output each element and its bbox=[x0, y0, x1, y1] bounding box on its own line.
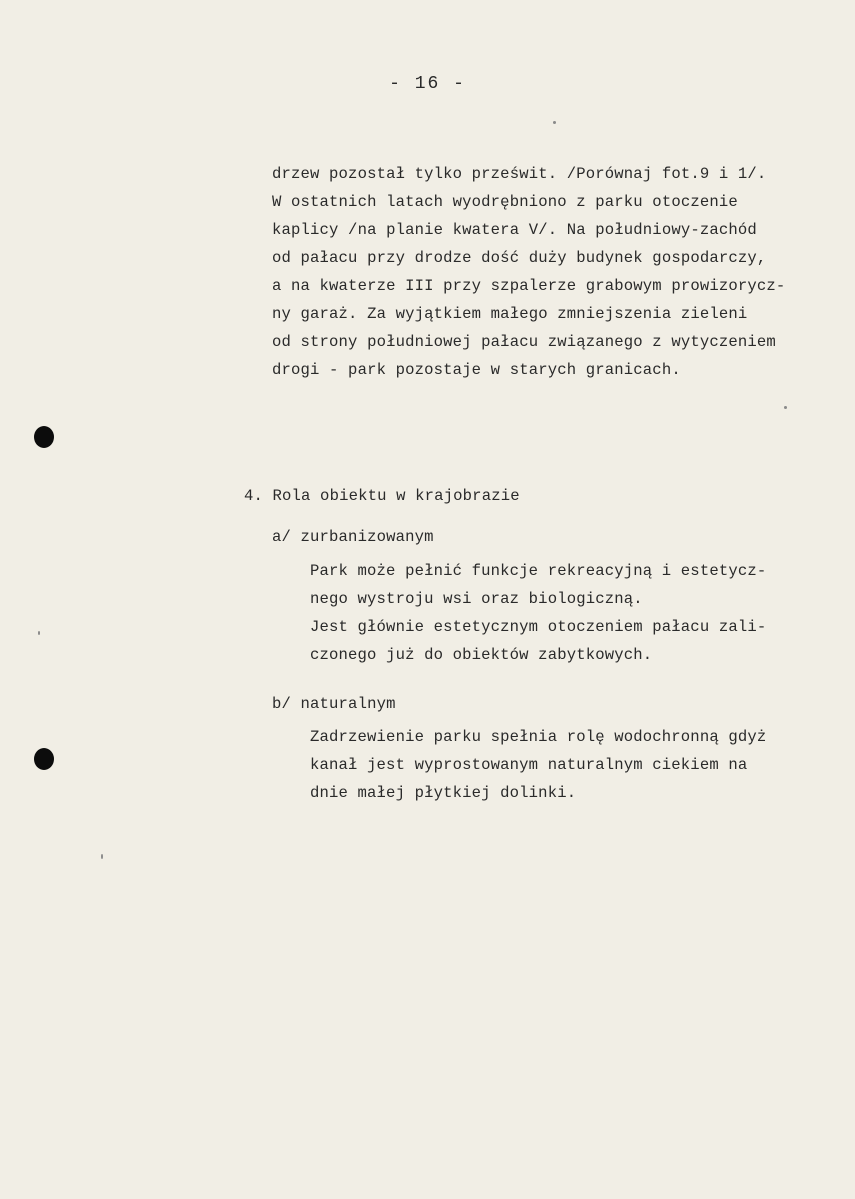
text-line: drzew pozostał tylko prześwit. /Porównaj fot.9 i 1/. bbox=[272, 165, 767, 183]
subsection-label-b: b/ naturalnym bbox=[272, 695, 396, 713]
punch-hole-upper bbox=[34, 426, 54, 448]
text-line: a na kwaterze III przy szpalerze grabowym prowizorycz- bbox=[272, 277, 786, 295]
text-line: W ostatnich latach wyodrębniono z parku otoczenie bbox=[272, 193, 738, 211]
text-line: dnie małej płytkiej dolinki. bbox=[310, 784, 577, 802]
text-line: nego wystroju wsi oraz biologiczną. bbox=[310, 590, 643, 608]
text-line: drogi - park pozostaje w starych granicach. bbox=[272, 361, 681, 379]
paper-speck bbox=[784, 406, 787, 409]
paper-speck bbox=[101, 854, 103, 859]
text-line: kaplicy /na planie kwatera V/. Na południowy-zachód bbox=[272, 221, 757, 239]
text-line: Zadrzewienie parku spełnia rolę wodochronną gdyż bbox=[310, 728, 767, 746]
text-line: ny garaż. Za wyjątkiem małego zmniejszenia zieleni bbox=[272, 305, 748, 323]
text-line: kanał jest wyprostowanym naturalnym ciekiem na bbox=[310, 756, 748, 774]
text-line: od pałacu przy drodze dość duży budynek gospodarczy, bbox=[272, 249, 767, 267]
subsection-label-a: a/ zurbanizowanym bbox=[272, 528, 434, 546]
punch-hole-lower bbox=[34, 748, 54, 770]
text-line: czonego już do obiektów zabytkowych. bbox=[310, 646, 653, 664]
text-line: Park może pełnić funkcje rekreacyjną i estetycz- bbox=[310, 562, 767, 580]
section-heading: 4. Rola obiektu w krajobrazie bbox=[244, 487, 520, 505]
paper-speck bbox=[38, 631, 40, 635]
page-number: - 16 - bbox=[389, 74, 466, 94]
text-line: od strony południowej pałacu związanego z wytyczeniem bbox=[272, 333, 776, 351]
paper-speck bbox=[553, 121, 556, 124]
text-line: Jest głównie estetycznym otoczeniem pałacu zali- bbox=[310, 618, 767, 636]
